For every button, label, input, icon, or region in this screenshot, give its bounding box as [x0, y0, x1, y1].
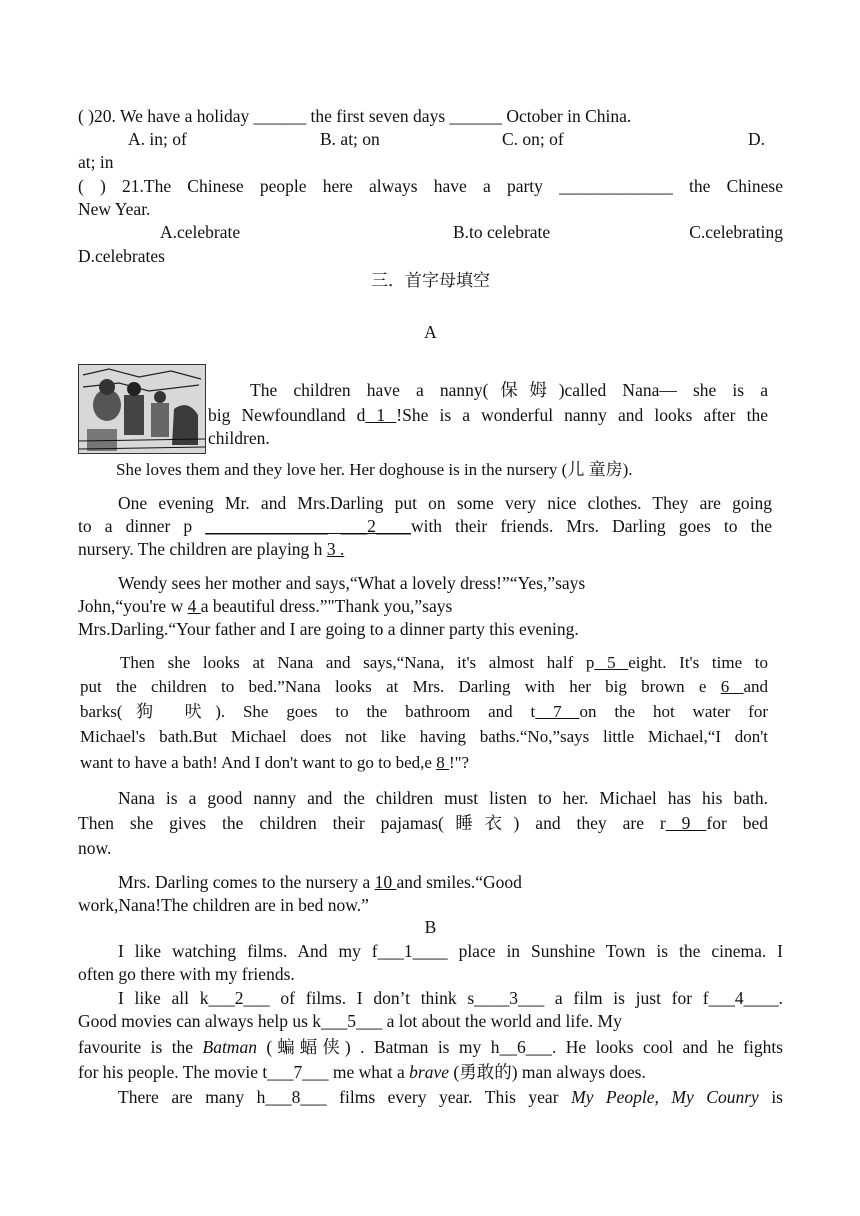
passage-a-p3-line2: to a dinner p ______________ ___2____with their friends. Mrs. Darling goes to the: [78, 516, 772, 536]
part-b-label: B: [424, 917, 437, 937]
question-20: ( )20. We have a holiday ______ the first seven days ______ October in China.: [78, 106, 632, 126]
q20-option-b: B. at; on: [320, 129, 380, 149]
blank-9: 9: [665, 813, 707, 833]
q20-option-d: D.: [747, 129, 765, 149]
passage-b-p2-line2: Good movies can always help us k___5___ a lot about the world and life. My: [78, 1011, 622, 1031]
blank-8: 8: [436, 753, 449, 772]
passage-a-p4-line3: Mrs.Darling.“Your father and I are going to a dinner party this evening.: [78, 619, 579, 639]
q21-option-d: D.celebrates: [78, 246, 165, 266]
passage-a-p5-line1: Then she looks at Nana and says,“Nana, it's almost half p 5 eight. It's time to: [120, 653, 769, 672]
blank-1: 1: [365, 405, 397, 425]
blank-5: 5: [594, 653, 629, 672]
blank-3: 3 .: [326, 539, 345, 559]
passage-b-p1-line1: I like watching films. And my f___1____ place in Sunshine Town is the cinema. I: [118, 941, 783, 961]
passage-b-p2-line3: favourite is the Batman (蝙蝠侠) . Batman is my h__6___. He looks cool and he fights: [78, 1037, 783, 1057]
passage-a-p1-line1: The children have a nanny(保姆)called Nana— she is a: [250, 380, 768, 400]
passage-a-p4-line2: John,“you're w 4 a beautiful dress.”"Thank you,”says: [78, 596, 453, 616]
passage-a-p4-line1: Wendy sees her mother and says,“What a lovely dress!”“Yes,”says: [118, 573, 586, 593]
blank-2: ______________ ___2____: [205, 516, 411, 536]
passage-a-p3-line3: nursery. The children are playing h 3 .: [78, 539, 345, 559]
q20-option-c: C. on; of: [502, 129, 564, 149]
part-a-label: A: [424, 322, 437, 342]
passage-b-p2-line4: for his people. The movie t___7___ me what a brave (勇敢的) man always does.: [78, 1062, 646, 1082]
passage-b-p3-line1: There are many h___8___ films every year. This year My People, My Counry is: [118, 1087, 783, 1107]
blank-10: 10: [374, 872, 397, 892]
blank-6: 6: [720, 677, 744, 696]
section-title: 三．首字母填空: [371, 271, 490, 291]
blank-4: 4: [187, 596, 201, 616]
passage-a-p5-line5: want to have a bath! And I don't want to go to bed,e 8 !"?: [80, 753, 470, 772]
q20-option-a: A. in; of: [128, 129, 187, 149]
question-21: ( ) 21.The Chinese people here always have a party _____________ the Chinese: [78, 176, 783, 196]
passage-a-p2: She loves them and they love her. Her doghouse is in the nursery (儿 童房).: [116, 460, 633, 479]
passage-a-p1-line3: children.: [208, 428, 270, 448]
illustration-children-nanny: [78, 364, 206, 454]
passage-b-p1-line2: often go there with my friends.: [78, 964, 295, 984]
passage-a-p5-line3: barks(狗 吠). She goes to the bathroom and t 7 on the hot water for: [80, 702, 768, 721]
question-21-cont: New Year.: [78, 199, 151, 219]
passage-a-p7-line1: Mrs. Darling comes to the nursery a 10 and smiles.“Good: [118, 872, 522, 892]
q21-option-c: C.celebrating: [689, 222, 783, 242]
passage-a-p5-line2: put the children to bed.”Nana looks at Mrs. Darling with her big brown e 6 and: [80, 677, 769, 696]
passage-b-p2-line1: I like all k___2___ of films. I don’t think s____3___ a film is just for f___4____.: [118, 988, 783, 1008]
blank-7: 7: [535, 702, 580, 721]
q20-option-d-text: at; in: [78, 152, 114, 172]
q21-option-a: A.celebrate: [160, 222, 241, 242]
q21-option-b: B.to celebrate: [453, 222, 551, 242]
passage-a-p3-line1: One evening Mr. and Mrs.Darling put on some very nice clothes. They are going: [118, 493, 772, 513]
passage-a-p6-line3: now.: [78, 838, 112, 858]
passage-a-p7-line2: work,Nana!The children are in bed now.”: [78, 895, 369, 915]
passage-a-p6-line2: Then she gives the children their pajamas(睡衣) and they are r 9 for bed: [78, 813, 768, 833]
passage-a-p5-line4: Michael's bath.But Michael does not like having baths.“No,”says little Michael,“I don't: [80, 727, 768, 746]
passage-a-p1-line2: big Newfoundland d 1 !She is a wonderful nanny and looks after the: [208, 405, 768, 425]
passage-a-p6-line1: Nana is a good nanny and the children must listen to her. Michael has his bath.: [118, 788, 768, 808]
